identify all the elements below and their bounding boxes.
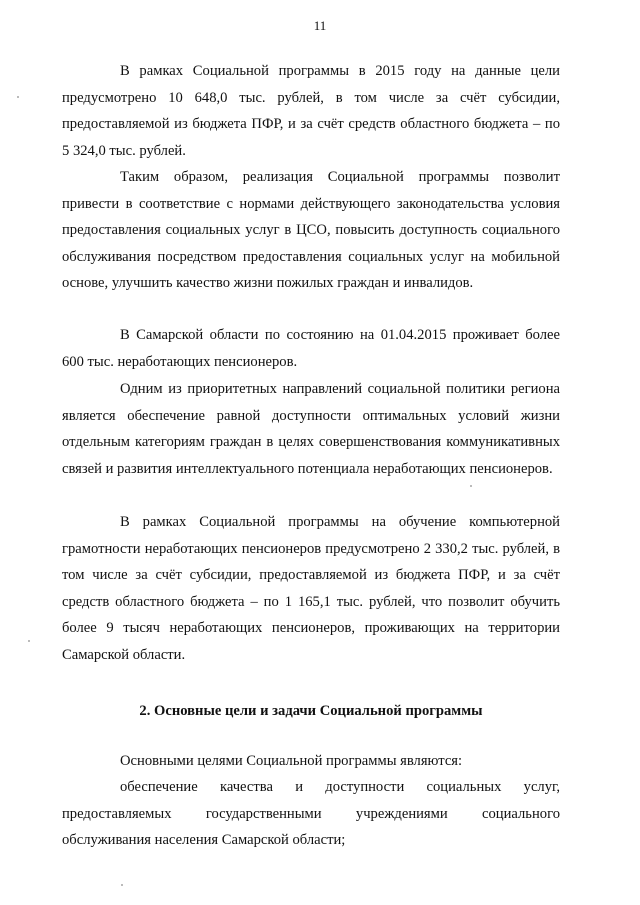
- paragraph-goals-intro: Основными целями Социальной программы являются:: [120, 753, 463, 769]
- paragraph-program-outcomes: Таким образом, реализация Социальной программы позволит привести в соответствие с нормами действующего законодательства условия предоставления социальных услуг в ЦСО, повысить доступность социального обслуживания посредством предоставления социальных услуг на мобильной основе, улучшить качество жизни пожилых граждан и инвалидов.: [62, 169, 560, 291]
- scan-speck: [470, 485, 472, 487]
- paragraph-computer-literacy: В рамках Социальной программы на обучение компьютерной грамотности неработающих пенсионеров предусмотрено 2 330,2 тыс. рублей, в том числе за счёт субсидии, предоставляемой из бюджета ПФР, и за счёт средств областного бюджета – по 1 165,1 тыс. рублей, что позволит обучить более 9 тысяч неработающих пенсионеров, проживающих на территории Самарской области.: [62, 514, 560, 663]
- paragraph-pensioner-count: В Самарской области по состоянию на 01.04.2015 проживает более 600 тыс. неработающих пенсионеров.: [62, 327, 560, 370]
- section-heading: 2. Основные цели и задачи Социальной программы: [139, 703, 483, 719]
- paragraph-budget-2015: В рамках Социальной программы в 2015 году на данные цели предусмотрено 10 648,0 тыс. рублей, в том числе за счёт субсидии, предоставляемой из бюджета ПФР, и за счёт средств областного бюджета – по 5 324,0 тыс. рублей.: [62, 63, 560, 159]
- scan-speck: [17, 96, 19, 98]
- scan-speck: [121, 884, 123, 886]
- paragraph-goal-1: обеспечение качества и доступности социальных услуг, предоставляемых государственными учреждениями социального обслуживания населения Самарской области;: [62, 779, 560, 848]
- scan-speck: [28, 640, 30, 642]
- page-number: 11: [313, 18, 327, 33]
- paragraph-policy-priority: Одним из приоритетных направлений социальной политики региона является обеспечение равной доступности оптимальных условий жизни отдельным категориям граждан в целях совершенствования коммуникативных связей и развития интеллектуального потенциала неработающих пенсионеров.: [62, 381, 560, 477]
